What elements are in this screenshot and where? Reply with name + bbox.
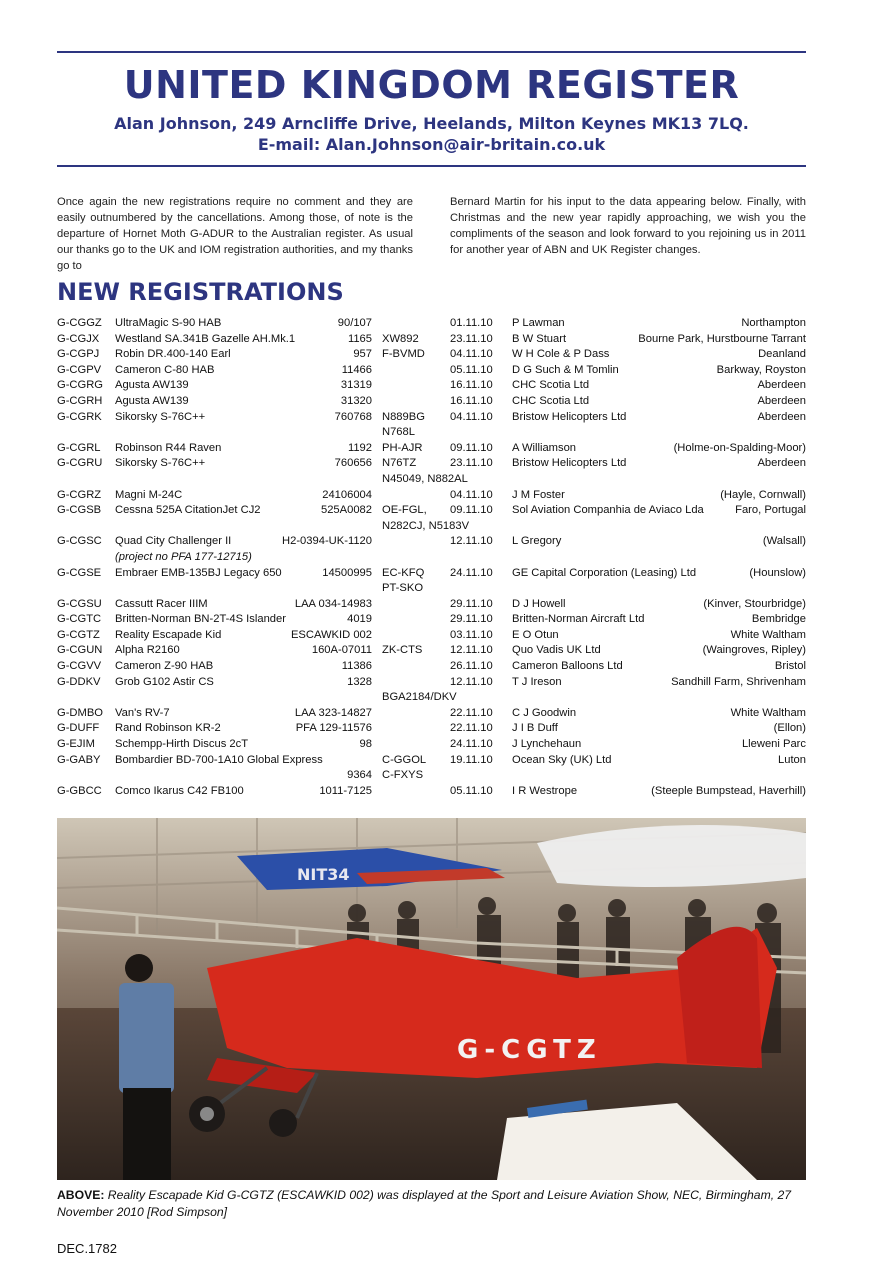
owner-cell: T J Ireson	[512, 675, 562, 688]
cn-cell: ESCAWKID 002	[290, 628, 372, 641]
owner-cell: Bristow Helicopters Ltd	[512, 457, 627, 470]
registration-row	[57, 425, 806, 441]
date-cell: 29.11.10	[450, 597, 493, 610]
reg-cell: G-DDKV	[57, 675, 101, 688]
location-cell: White Waltham	[730, 628, 806, 641]
reg-cell: G-CGRK	[57, 410, 102, 423]
intro-column-2: Bernard Martin for his input to the data appearing below. Finally, with Christmas and the new year rapidly approaching, we wish you the compliments of the season and look forward to you rejoining us in 2011 for another year of ABN and UK Register changes.	[450, 196, 806, 256]
aircraft-photo	[57, 818, 806, 1180]
foreground-person	[119, 954, 174, 1180]
reg-cell: G-CGSB	[57, 504, 102, 517]
location-cell: Aberdeen	[757, 394, 806, 407]
registration-row	[57, 628, 806, 644]
reg-cell: G-GABY	[57, 753, 101, 766]
registration-row	[57, 721, 806, 737]
photo-caption	[57, 1187, 806, 1221]
location-cell: White Waltham	[730, 706, 806, 719]
owner-cell: L Gregory	[512, 535, 562, 548]
registration-row	[57, 550, 806, 566]
reg-cell: G-CGPJ	[57, 348, 100, 361]
previous-identity-cell: PH-AJR	[382, 441, 423, 454]
date-cell: 09.11.10	[450, 441, 493, 454]
registration-row	[57, 410, 806, 426]
reg-cell: G-CGRZ	[57, 488, 102, 501]
reg-cell: G-DMBO	[57, 706, 103, 719]
type-cell: Bombardier BD-700-1A10 Global Express	[115, 753, 323, 766]
registration-row	[57, 784, 806, 800]
date-cell: 04.11.10	[450, 410, 493, 423]
owner-cell: Britten-Norman Aircraft Ltd	[512, 613, 645, 626]
date-cell: 04.11.10	[450, 348, 493, 361]
date-cell: 12.11.10	[450, 644, 493, 657]
owner-cell: B W Stuart	[512, 332, 567, 345]
cn-cell: 957	[353, 348, 372, 361]
date-cell: 16.11.10	[450, 394, 493, 407]
reg-cell: G-CGPV	[57, 363, 102, 376]
reg-cell: G-CGJX	[57, 332, 100, 345]
registration-row	[57, 378, 806, 394]
author-email: E-mail: Alan.Johnson@air-britain.co.uk	[257, 135, 606, 154]
registration-row	[57, 332, 806, 348]
previous-identity-cell: ZK-CTS	[382, 644, 423, 657]
owner-cell: Cameron Balloons Ltd	[512, 660, 623, 673]
location-cell: Barkway, Royston	[716, 363, 806, 376]
type-cell: Comco Ikarus C42 FB100	[115, 784, 244, 797]
top-rule	[57, 51, 806, 53]
registration-row	[57, 441, 806, 457]
location-cell: (Holme-on-Spalding-Moor)	[673, 441, 806, 454]
owner-cell: Quo Vadis UK Ltd	[512, 644, 601, 657]
owner-cell: E O Otun	[512, 628, 559, 641]
date-cell: 24.11.10	[450, 738, 493, 751]
cn-cell: 98	[359, 738, 372, 751]
location-cell: Luton	[778, 753, 806, 766]
date-cell: 12.11.10	[450, 675, 493, 688]
registration-row	[57, 566, 806, 582]
registration-row	[57, 347, 806, 363]
owner-cell: CHC Scotia Ltd	[512, 379, 590, 392]
date-cell: 04.11.10	[450, 488, 493, 501]
location-cell: Aberdeen	[757, 457, 806, 470]
registration-row	[57, 456, 806, 472]
reg-cell: G-DUFF	[57, 722, 100, 735]
owner-cell: W H Cole & P Dass	[512, 348, 610, 361]
date-cell: 12.11.10	[450, 535, 493, 548]
owner-cell: J Lynchehaun	[512, 738, 582, 751]
location-cell: (Hounslow)	[749, 566, 806, 579]
previous-identity-cell: N768L	[382, 426, 415, 439]
previous-identity-cell: N889BG	[382, 410, 425, 423]
cn-cell: 9364	[347, 769, 372, 782]
location-cell: (Kinver, Stourbridge)	[703, 597, 806, 610]
cn-cell: LAA 323-14827	[294, 706, 372, 719]
reg-cell: G-CGUN	[57, 644, 103, 657]
reg-cell: G-CGRL	[57, 441, 101, 454]
cn-cell: 4019	[347, 613, 372, 626]
registration-row	[57, 394, 806, 410]
cn-cell: 760768	[334, 410, 372, 423]
cn-cell: 760656	[334, 457, 372, 470]
cn-cell: 1328	[347, 675, 372, 688]
type-cell: Westland SA.341B Gazelle AH.Mk.1	[115, 332, 296, 345]
cn-cell: LAA 034-14983	[294, 597, 372, 610]
previous-identity-cell: C-GGOL	[382, 753, 427, 766]
owner-cell: GE Capital Corporation (Leasing) Ltd	[512, 566, 697, 579]
reg-cell: G-CGGZ	[57, 317, 102, 329]
cn-cell: 31319	[340, 379, 372, 392]
cn-cell: 1192	[347, 441, 372, 454]
registration-row	[57, 503, 806, 519]
type-cell: Quad City Challenger II	[115, 535, 232, 548]
cn-cell: 31320	[340, 394, 372, 407]
reg-cell: G-CGRH	[57, 394, 103, 407]
owner-cell: J I B Duff	[512, 722, 558, 735]
previous-identity-cell: BGA2184/DKV	[382, 691, 457, 704]
type-cell: Embraer EMB-135BJ Legacy 650	[115, 566, 282, 579]
date-cell: 03.11.10	[450, 628, 493, 641]
registration-row	[57, 753, 806, 769]
type-cell: Agusta AW139	[115, 394, 189, 407]
previous-identity-cell: F-BVMD	[382, 348, 425, 361]
location-cell: Bembridge	[751, 613, 806, 626]
registration-row	[57, 472, 806, 488]
date-cell: 26.11.10	[450, 660, 493, 673]
intro-column-1: Once again the new registrations require no comment and they are easily outnumbered by the cancellations. Among those, of note is the departure of Hornet Moth G-ADUR to the Australian register. As usual our thanks go to the UK and IOM registration authorities, and my thanks go to	[57, 196, 413, 272]
type-cell: Agusta AW139	[115, 379, 189, 392]
type-cell: Van's RV-7	[115, 706, 170, 719]
header-bottom-rule	[57, 165, 806, 167]
type-cell: Rand Robinson KR-2	[115, 722, 221, 735]
aircraft-registration-marking: G-CGTZ	[457, 1035, 602, 1065]
photo-illustration	[57, 818, 806, 1180]
type-cell: Grob G102 Astir CS	[115, 675, 214, 688]
owner-cell: D G Such & M Tomlin	[512, 363, 619, 376]
reg-cell: G-CGTZ	[57, 628, 100, 641]
reg-cell: G-CGRG	[57, 379, 103, 392]
registration-row	[57, 597, 806, 613]
location-cell: Bristol	[774, 660, 806, 673]
reg-cell: G-EJIM	[57, 738, 95, 751]
registration-row	[57, 690, 806, 706]
owner-cell: Ocean Sky (UK) Ltd	[512, 753, 612, 766]
location-cell: (Waingroves, Ripley)	[702, 644, 806, 657]
page-title: UNITED KINGDOM REGISTER	[123, 63, 740, 107]
location-cell: Deanland	[758, 348, 806, 361]
reg-cell: G-CGSC	[57, 535, 102, 548]
location-cell: (Walsall)	[762, 535, 806, 548]
date-cell: 29.11.10	[450, 613, 493, 626]
type-cell: Robin DR.400-140 Earl	[115, 348, 231, 361]
owner-cell: Sol Aviation Companhia de Aviaco Lda	[512, 504, 704, 517]
type-cell: Reality Escapade Kid	[115, 628, 222, 641]
location-cell: (Hayle, Cornwall)	[720, 488, 806, 501]
cn-cell: 1011-7125	[319, 784, 372, 797]
location-cell: Aberdeen	[757, 410, 806, 423]
caption-label: ABOVE:	[57, 1188, 105, 1202]
type-cell: Cassutt Racer IIIM	[115, 597, 208, 610]
date-cell: 09.11.10	[450, 504, 493, 517]
owner-cell: D J Howell	[512, 597, 566, 610]
registration-row	[57, 316, 806, 332]
owner-cell: J M Foster	[512, 488, 565, 501]
location-cell: (Ellon)	[773, 722, 806, 735]
registration-row	[57, 363, 806, 379]
location-cell: Aberdeen	[757, 379, 806, 392]
date-cell: 23.11.10	[450, 457, 493, 470]
location-cell: (Steeple Bumpstead, Haverhill)	[651, 784, 806, 797]
type-cell: Robinson R44 Raven	[115, 441, 222, 454]
previous-identity-cell: N76TZ	[382, 457, 417, 470]
reg-cell: G-GBCC	[57, 784, 102, 797]
registration-row	[57, 612, 806, 628]
date-cell: 24.11.10	[450, 566, 493, 579]
date-cell: 19.11.10	[450, 753, 493, 766]
registration-row	[57, 519, 806, 535]
date-cell: 05.11.10	[450, 784, 493, 797]
location-cell: Faro, Portugal	[735, 504, 806, 517]
type-cell: Sikorsky S-76C++	[115, 410, 206, 423]
type-cell: Cameron Z-90 HAB	[115, 660, 214, 673]
cn-cell: 14500995	[322, 566, 372, 579]
author-address: Alan Johnson, 249 Arncliffe Drive, Heelands, Milton Keynes MK13 7LQ.	[114, 114, 749, 133]
owner-cell: Bristow Helicopters Ltd	[512, 410, 627, 423]
cn-cell: PFA 129-11576	[295, 722, 372, 735]
owner-cell: CHC Scotia Ltd	[512, 394, 590, 407]
banner-marking: NIT34	[297, 865, 350, 884]
type-cell: Sikorsky S-76C++	[115, 457, 206, 470]
registrations-table	[57, 316, 806, 799]
cn-cell: 525A0082	[320, 504, 372, 517]
location-cell: Bourne Park, Hurstbourne Tarrant	[638, 332, 806, 345]
date-cell: 05.11.10	[450, 363, 493, 376]
type-cell: Alpha R2160	[115, 644, 180, 657]
reg-cell: G-CGTC	[57, 613, 102, 626]
registration-row	[57, 768, 806, 784]
cn-cell: H2-0394-UK-1120	[282, 535, 372, 548]
type-cell: Cessna 525A CitationJet CJ2	[115, 504, 261, 517]
cn-cell: 11386	[341, 660, 372, 673]
registration-row	[57, 643, 806, 659]
previous-identity-cell: PT-SKO	[382, 582, 424, 595]
owner-cell: P Lawman	[512, 317, 565, 329]
reg-cell: G-CGVV	[57, 660, 102, 673]
cn-cell: 11466	[341, 363, 372, 376]
registration-row	[57, 534, 806, 550]
owner-cell: I R Westrope	[512, 784, 578, 797]
registration-row	[57, 581, 806, 597]
type-cell: UltraMagic S-90 HAB	[115, 317, 222, 329]
registration-row	[57, 659, 806, 675]
registration-row	[57, 675, 806, 691]
reg-cell: G-CGRU	[57, 457, 103, 470]
cn-cell: 1165	[347, 332, 372, 345]
previous-identity-cell: EC-KFQ	[382, 566, 425, 579]
cn-cell: 90/107	[337, 317, 372, 329]
type-cell: Cameron C-80 HAB	[115, 363, 215, 376]
cn-cell: 24106004	[322, 488, 372, 501]
previous-identity-cell: N45049, N882AL	[382, 472, 468, 485]
date-cell: 23.11.10	[450, 332, 493, 345]
type-cell: Britten-Norman BN-2T-4S Islander	[115, 613, 286, 626]
previous-identity-cell: N282CJ, N5183V	[382, 519, 470, 532]
date-cell: 16.11.10	[450, 379, 493, 392]
previous-identity-cell: XW892	[382, 332, 419, 345]
cn-cell: 160A-07011	[311, 644, 372, 657]
caption-text: Reality Escapade Kid G-CGTZ (ESCAWKID 002) was displayed at the Sport and Leisure Aviation Show, NEC, Birmingham, 27 November 2010 [Rod Simpson]	[57, 1188, 792, 1219]
registration-row	[57, 706, 806, 722]
owner-cell: C J Goodwin	[512, 706, 577, 719]
date-cell: 22.11.10	[450, 706, 493, 719]
type-cell: Schempp-Hirth Discus 2cT	[115, 738, 249, 751]
location-cell: Northampton	[741, 317, 806, 329]
type-cell: Magni M-24C	[115, 488, 183, 501]
registration-row	[57, 737, 806, 753]
type-cell: (project no PFA 177-12715)	[115, 550, 252, 563]
previous-identity-cell: OE-FGL,	[382, 504, 427, 517]
location-cell: Sandhill Farm, Shrivenham	[671, 675, 806, 688]
section-title: NEW REGISTRATIONS	[57, 278, 344, 306]
date-cell: 22.11.10	[450, 722, 493, 735]
reg-cell: G-CGSU	[57, 597, 102, 610]
reg-cell: G-CGSE	[57, 566, 102, 579]
previous-identity-cell: C-FXYS	[382, 769, 424, 782]
owner-cell: A Williamson	[512, 441, 577, 454]
location-cell: Lleweni Parc	[741, 738, 806, 751]
page-folio: DEC.1782	[57, 1241, 117, 1256]
registration-row	[57, 488, 806, 504]
date-cell: 01.11.10	[450, 317, 493, 329]
